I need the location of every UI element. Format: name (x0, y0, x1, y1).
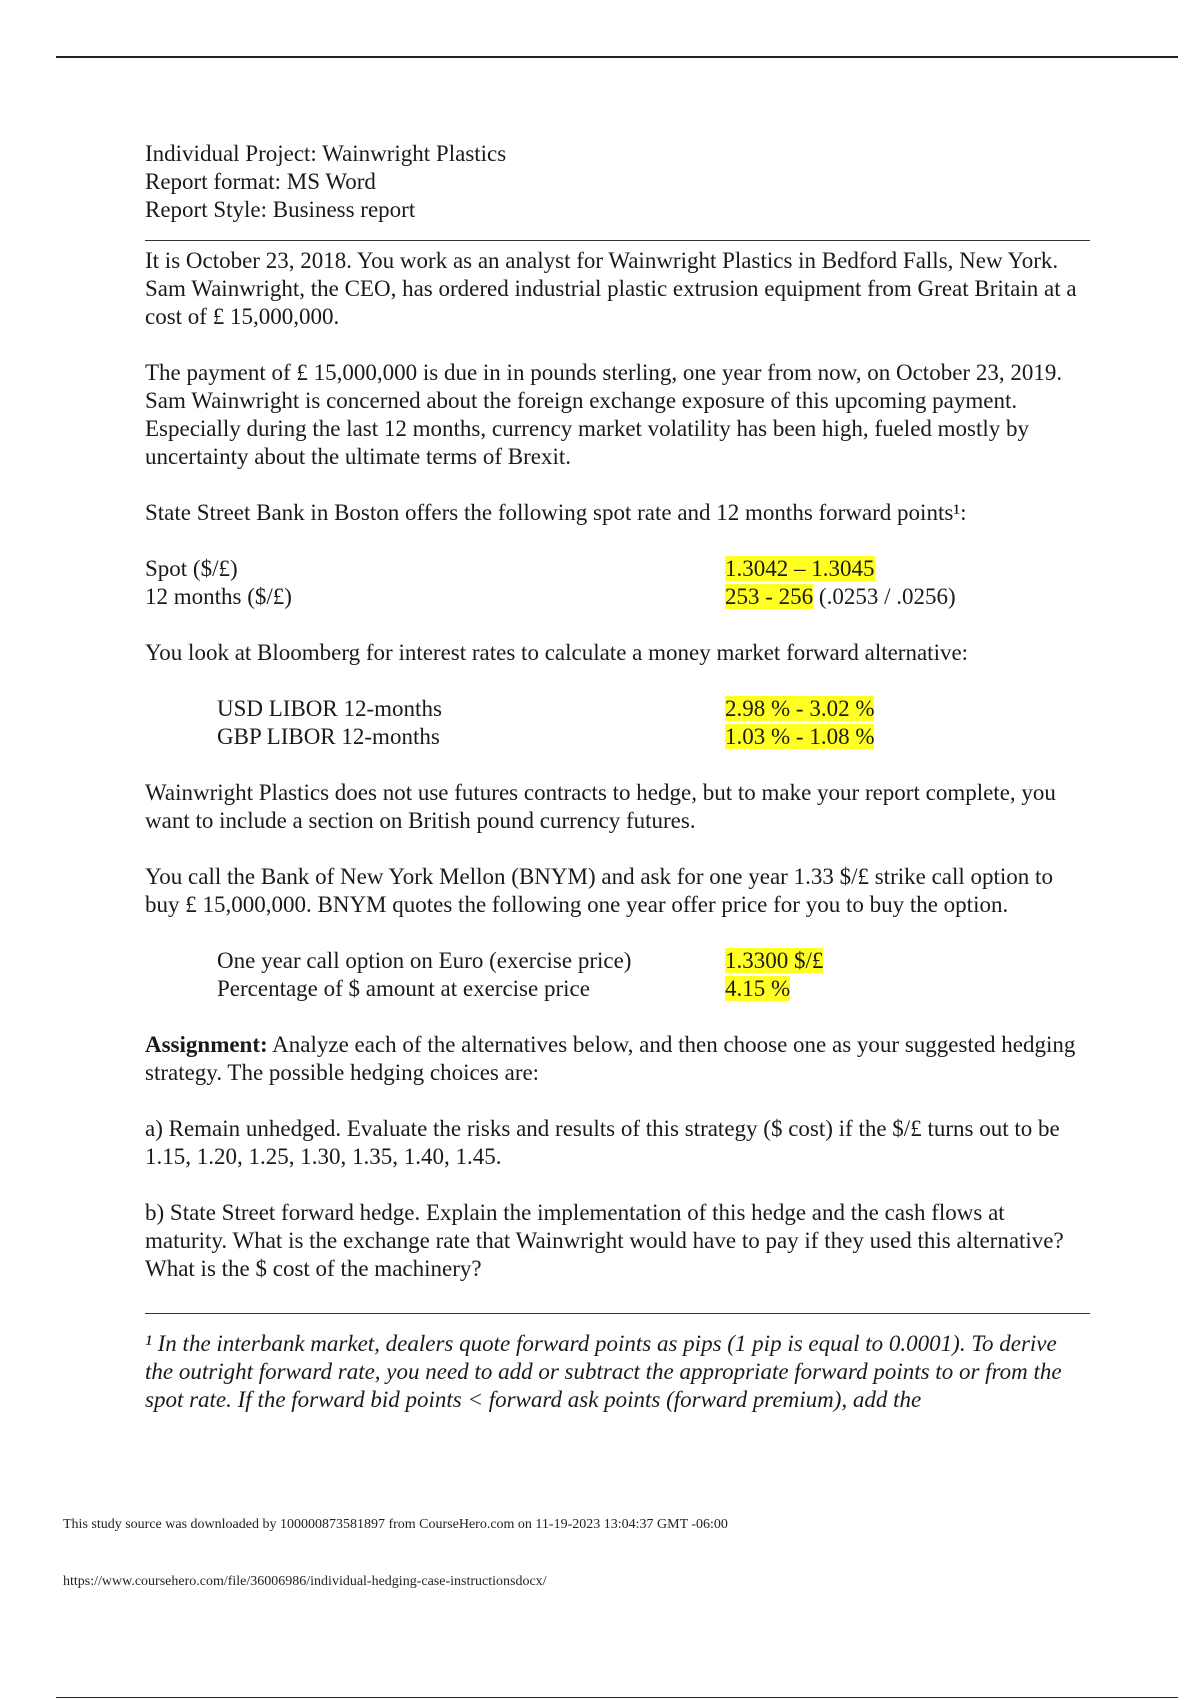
gbp-libor-label: GBP LIBOR 12-months (217, 724, 440, 749)
choice-a: a) Remain unhedged. Evaluate the risks and results of this strategy ($ cost) if the $/£ turns out to be 1.15, 1.20, 1.25, 1.30, 1.35, 1.40, 1.45. (145, 1116, 1060, 1169)
bloomberg-paragraph: You look at Bloomberg for interest rates to calculate a money market forward alternative: (145, 640, 969, 665)
forward-label: 12 months ($/£) (145, 584, 292, 609)
futures-paragraph: Wainwright Plastics does not use futures contracts to hedge, but to make your report complete, you want to include a section on British pound currency futures. (145, 780, 1056, 833)
spot-value: 1.3042 – 1.3045 (725, 556, 875, 581)
report-format: Report format: MS Word (145, 169, 376, 194)
spot-rates-table (145, 555, 1090, 611)
libor-table (145, 695, 1090, 751)
top-rule (56, 56, 1178, 58)
usd-libor-label: USD LIBOR 12-months (217, 696, 442, 721)
forward-row (145, 583, 1090, 611)
document-title: Individual Project: Wainwright Plastics (145, 141, 507, 166)
intro-paragraph: It is October 23, 2018. You work as an analyst for Wainwright Plastics in Bedford Falls, New York. Sam Wainwright, the CEO, has ordered industrial plastic extrusion equipment from Great Britain at a cost of £ 15,000,000. (145, 248, 1077, 329)
call-option-row (145, 947, 1090, 975)
assignment-text: Analyze each of the alternatives below, and then choose one as your suggested hedging strategy. The possible hedging choices are: (145, 1032, 1076, 1085)
source-download-note: This study source was downloaded by 100000873581897 from CourseHero.com on 11-19-2023 13:04:37 GMT -06:00 (63, 1517, 728, 1532)
option-paragraph: You call the Bank of New York Mellon (BNYM) and ask for one year 1.33 $/£ strike call option to buy £ 15,000,000. BNYM quotes the following one year offer price for you to buy the option. (145, 864, 1053, 917)
bottom-rule (56, 1697, 1178, 1698)
assignment-label: Assignment: (145, 1032, 268, 1057)
percentage-row (145, 975, 1090, 1003)
report-style: Report Style: Business report (145, 197, 416, 222)
usd-libor-row (145, 695, 1090, 723)
document-header (145, 140, 1090, 224)
spot-intro-paragraph: State Street Bank in Boston offers the following spot rate and 12 months forward points¹: (145, 500, 967, 525)
option-table (145, 947, 1090, 1003)
percentage-label: Percentage of $ amount at exercise price (217, 976, 590, 1001)
choice-b: b) State Street forward hedge. Explain the implementation of this hedge and the cash flows at maturity. What is the exchange rate that Wainwright would have to pay if they used this alternative? What is the $ cost of the machinery? (145, 1200, 1064, 1281)
call-option-label: One year call option on Euro (exercise price) (217, 948, 632, 973)
gbp-libor-row (145, 723, 1090, 751)
percentage-value: 4.15 % (725, 976, 791, 1001)
usd-libor-value: 2.98 % - 3.02 % (725, 696, 875, 721)
call-option-value: 1.3300 $/£ (725, 948, 824, 973)
spot-row (145, 555, 1090, 583)
document-page (145, 140, 1090, 1414)
source-url: https://www.coursehero.com/file/36006986/individual-hedging-case-instructionsdocx/ (63, 1574, 547, 1589)
forward-points-decimal: (.0253 / .0256) (813, 584, 956, 609)
payment-paragraph: The payment of £ 15,000,000 is due in in pounds sterling, one year from now, on October 23, 2019. Sam Wainwright is concerned about the foreign exchange exposure of this upcoming payment. Especially during the last 12 months, currency market volatility has been high, fueled mostly by uncertainty about the ultimate terms of Brexit. (145, 360, 1063, 469)
forward-points-value: 253 - 256 (725, 584, 814, 609)
footnote-separator (145, 1313, 1090, 1314)
assignment-paragraph (145, 1031, 1090, 1087)
gbp-libor-value: 1.03 % - 1.08 % (725, 724, 875, 749)
spot-label: Spot ($/£) (145, 556, 238, 581)
header-separator (145, 240, 1090, 241)
footnote: ¹ In the interbank market, dealers quote forward points as pips (1 pip is equal to 0.0001). To derive the outright forward rate, you need to add or subtract the appropriate forward points to or from the spot rate. If the forward bid points < forward ask points (forward premium), add the (145, 1331, 1062, 1412)
